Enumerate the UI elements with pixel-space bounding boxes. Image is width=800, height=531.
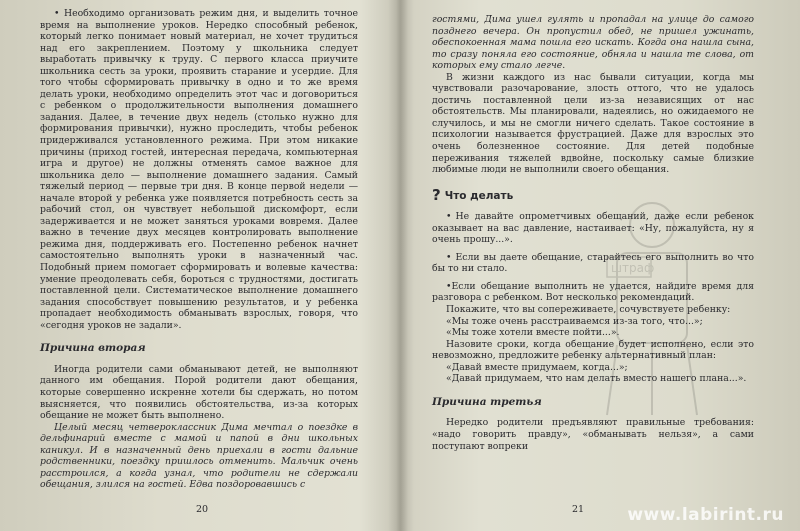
right-line-2: «Мы тоже очень расстраиваемся из-за того, что...»; [446,315,703,327]
right-bullet-3-text: Если обещание выполнить не удается, найдите время для разговора с ребенком. Вот несколько рекомендаций. [432,280,754,304]
right-line-1: Покажите, что вы сопереживаете, сочувствуете ребенку: [446,304,731,316]
right-line-3: «Мы тоже хотели вместе пойти...». [446,327,620,339]
right-paragraph-2: В жизни каждого из нас бывали ситуации, когда мы чувствовали разочарование, злость оттого, что не удалось достичь поставленной цели из-за независящих от нас обстоятельств. Мы планировали, надеялись, но ожидаемого не случилось, и мы не смогли ничего сделать. Такое состояние в психологии называется фрустрацией. Даже для взрослых это очень болезненное состояние. Для детей подобные переживания тяжелей вдвойне, поскольку самые близкие любимые люди не выполнили своего обещания. [432,71,754,176]
bullet-dot-icon: • [446,211,452,223]
right-text-column [432,14,754,452]
bullet-dot-icon: • [446,251,452,263]
left-text-column [40,8,358,491]
right-heading-what-to-do [432,185,754,204]
right-line-5: «Давай вместе придумаем, когда...»; [446,361,628,373]
illustration-text: штраф [611,261,655,275]
right-line-6: «Давай придумаем, что нам делать вместо нашего плана...». [446,373,747,385]
right-paragraph-3: Нередко родители предъявляют правильные требования: «надо говорить правду», «обманывать нельзя», а сами поступают вопреки [432,417,754,452]
right-page-number: 21 [572,504,585,515]
left-paragraph-3-italic: Целый месяц четвероклассник Дима мечтал о поездке в дельфинарий вместе с мамой и папой в дни школьных каникул. И в назначенный день приехали в гости дальние родственники, поездку пришлось отменить. Мальчик очень расстроился, а когда узнал, что родители не сдержали обещания, злился на гостей. Едва поздоровавшись с [40,421,358,491]
right-line-4: Назовите сроки, когда обещание будет исполнено, если это невозможно, предложите ребенку альтернативный план: [432,338,754,362]
bullet-dot-icon: • [446,280,452,292]
left-paragraph-1: • Необходимо организовать режим дня, и выделить точное время на выполнение уроков. Нередко способный ребенок, который легко понимает новый материал, не хочет трудиться над его закреплением. Поэтому у школьника следует выработать привычку к труду. С первого класса приучите школьника сесть за уроки, проявить старание и усердие. Для того чтобы сформировать привычку в одно и то же время делать уроки, необходимо определить этот час и договориться с ребенком о продолжительности выполнения домашнего задания. Далее, в течение двух недель (столько нужно для формирования привычки), нужно проследить, чтобы ребенок придерживался установленного режима. При этом никакие причины (приход гостей, интересная передача, компьютерная игра и другое) не должны отменять самое важное для школьника дело — выполнение домашнего задания. Самый тяжелый период — первые три дня. В конце первой недели — начале второй у ребенка уже появляется потребность сесть за рабочий стол, он чувствует небольшой дискомфорт, если задерживается и не может заняться уроками вовремя. Далее важно в течение двух месяцев контролировать выполнение режима дня, поддерживать его. Постепенно ребенок начнет самостоятельно выполнять уроки в назначенный час. Подобный прием помогает сформировать и волевые качества: умение преодолевать себя, бороться с трудностями, достигать поставленной цели. Систематическое выполнение домашнего задания способствует повышению результатов, и у ребенка пропадает необходимость обманывать взрослых, говоря, что «сегодня уроков не задали». [40,8,358,331]
left-paragraph-2: Иногда родители сами обманывают детей, не выполняют данного им обещания. Порой родители дают обещания, которые совершенно искренне хотели бы сдержать, но потом выясняется, что появились обстоятельства, из-за которых обещание не может быть выполнено. [40,363,358,422]
left-page [0,0,398,531]
right-heading-what-to-do-text: Что делать [444,189,514,202]
right-heading-reason-three: Причина третья [432,395,542,408]
left-heading-reason-two: Причина вторая [40,342,146,355]
right-bullet-1 [432,211,754,246]
right-bullet-1-text: Не давайте опрометчивых обещаний, даже если ребенок оказывает на вас давление, настаивает: «Ну, пожалуйста, ну я очень прошу...». [432,211,754,246]
right-paragraph-1-italic: гостями, Дима ушел гулять и пропадал на улице до самого позднего вечера. Он пропустил обед, не пришел ужинать, обеспокоенная мама пошла его искать. Когда она нашла сына, то сразу поняла его состояние, обняла и нашла те слова, от которых ему стало легче. [432,14,754,72]
left-page-number: 20 [196,504,209,515]
right-page [402,0,800,531]
watermark: www.labirint.ru [627,505,784,525]
right-bullet-2 [432,252,754,275]
question-mark-icon: ? [432,185,441,204]
right-bullet-3 [432,281,754,304]
right-bullet-2-text: Если вы даете обещание, старайтесь его выполнить во что бы то ни стало. [432,251,754,275]
